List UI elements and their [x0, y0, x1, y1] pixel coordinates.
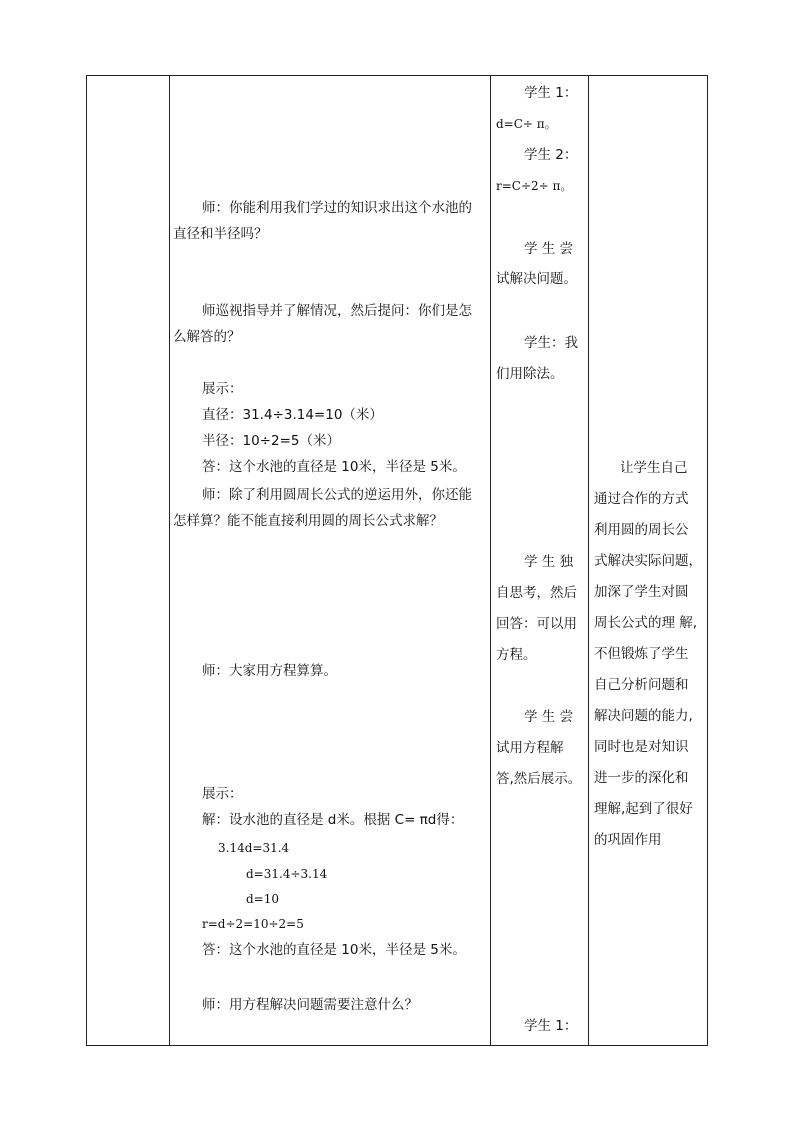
student-1-formula: d=C÷ π。: [496, 117, 557, 131]
column-divider: [490, 76, 491, 1045]
equation-step-1: 3.14d=31.4: [218, 841, 290, 855]
intent-line: 利用圆的周长公: [594, 522, 689, 538]
intent-line: 自己分析问题和: [594, 677, 689, 693]
intent-line: 不但锻炼了学生: [594, 646, 689, 662]
student-division-cont: 们用除法。: [496, 366, 564, 382]
teacher-question-2: 师：除了利用圆周长公式的逆运用外，你还能: [202, 487, 472, 503]
intent-line: 周长公式的理 解,: [594, 615, 698, 631]
student-think-2: 自思考，然后: [496, 585, 577, 601]
student-try-eq-3: 答,然后展示。: [496, 771, 582, 787]
intent-line: 通过合作的方式: [594, 491, 689, 507]
diameter-calc: 直径：31.4÷3.14=10（米）: [202, 407, 383, 423]
column-divider: [169, 76, 170, 1045]
intent-line: 的巩固作用: [594, 832, 662, 848]
teacher-question-2-cont: 怎样算？能不能直接利用圆的周长公式求解？: [173, 513, 443, 529]
answer-2: 答：这个水池的直径是 10米，半径是 5米。: [202, 942, 466, 958]
radius-calc: 半径：10÷2=5（米）: [202, 433, 340, 449]
student-2-formula: r=C÷2÷ π。: [496, 179, 573, 193]
student-think-3: 回答：可以用: [496, 616, 577, 632]
student-try: 学 生 尝: [524, 241, 574, 257]
teacher-question-1: 师：你能利用我们学过的知识求出这个水池的: [202, 200, 472, 216]
intent-line: 让学生自己: [620, 460, 688, 476]
student-try-eq-2: 试用方程解: [496, 740, 564, 756]
intent-line: 进一步的深化和: [594, 770, 689, 786]
teacher-question-3: 师：用方程解决问题需要注意什么？: [202, 997, 418, 1013]
equation-step-4: r=d÷2=10÷2=5: [202, 917, 304, 931]
show-label-2: 展示：: [202, 786, 243, 802]
show-label-1: 展示：: [202, 381, 243, 397]
intent-line: 式解决实际问题，: [594, 553, 702, 569]
solution-setup: 解：设水池的直径是 d米。根据 C= πd得：: [202, 812, 464, 828]
student-think-4: 方程。: [496, 647, 537, 663]
equation-step-2: d=31.4÷3.14: [246, 867, 328, 881]
column-divider: [588, 76, 589, 1045]
student-think: 学 生 独: [524, 554, 574, 570]
intent-line: 理解,起到了很好: [594, 801, 693, 817]
student-division: 学生：我: [524, 335, 578, 351]
equation-step-3: d=10: [246, 892, 280, 906]
student-2-label: 学生 2：: [524, 147, 578, 163]
student-try-cont: 试解决问题。: [496, 271, 577, 287]
teacher-question-1-cont: 直径和半径吗？: [173, 226, 268, 242]
intent-line: 解决问题的能力,: [594, 708, 693, 724]
teacher-patrol: 师巡视指导并了解情况，然后提问：你们是怎: [202, 303, 472, 319]
equation-prompt: 师：大家用方程算算。: [202, 663, 337, 679]
answer-1: 答：这个水池的直径是 10米，半径是 5米。: [202, 459, 466, 475]
intent-line: 同时也是对知识: [594, 739, 689, 755]
student-1-bottom-label: 学生 1：: [524, 1018, 578, 1034]
student-try-eq: 学 生 尝: [524, 709, 574, 725]
student-1-label: 学生 1：: [524, 85, 578, 101]
teacher-patrol-cont: 么解答的？: [173, 329, 241, 345]
intent-line: 加深了学生对圆: [594, 584, 689, 600]
